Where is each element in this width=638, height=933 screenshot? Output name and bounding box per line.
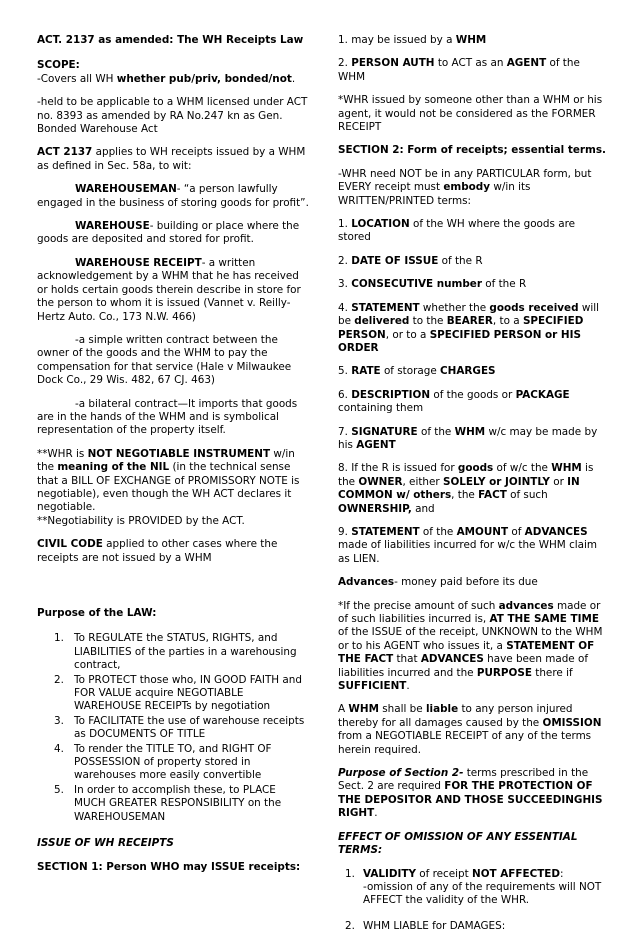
effect-item-2 [338,920,606,933]
wn-a: -WHR need NOT be in any PARTICULAR form, but EVERY receipt must [338,168,591,193]
t8g: , either [402,476,443,488]
nn-a: **WHR is [37,448,88,460]
purpose-list [37,632,309,824]
e1d: : [560,868,564,880]
not-negotiable-paragraph [37,448,309,528]
purpose-item [37,674,309,714]
pd: AT THE SAME TIME [490,613,599,625]
t4d: goods received [489,302,578,314]
pg: that [393,653,421,665]
pa: *If the precise amount of such [338,600,499,612]
term-8 [338,462,606,516]
t6b: DESCRIPTION [351,389,430,401]
la: A [338,703,348,715]
purpose-num: 4. [54,743,64,756]
p2a: Purpose of Section 2- [338,767,463,779]
t6d: PACKAGE [516,389,570,401]
wn-c: w/in its WRITTEN/PRINTED terms: [338,181,530,206]
e1c: NOT AFFECTED [472,868,560,880]
section1-heading: SECTION 1: Person WHO may ISSUE receipts: [37,861,309,874]
term-9 [338,526,606,566]
t8j: IN COMMON w/ others [338,476,580,501]
t4e: will be [338,302,599,327]
e1-sub: -omission of any of the requirements will NOT AFFECT the validity of the WHR. [363,881,601,906]
scope-bold: whether pub/priv, bonded/not [117,73,292,85]
nn-e: (in the technical sense that a BILL OF EXCHANGE of PROMISSORY NOTE is negotiable), even though the WH ACT declares it negotiable. [37,461,299,513]
nn-d: meaning of the NIL [57,461,169,473]
purpose-text: To render the TITLE TO, and RIGHT OF POSSESSION of property stored in warehouses more easily convertible [74,743,272,782]
scope-end: . [292,73,295,85]
purpose-num: 5. [54,784,64,797]
effect-heading: EFFECT OF OMISSION OF ANY ESSENTIAL TERMS: [338,831,606,858]
ph: ADVANCES [421,653,484,665]
t9c: of the [420,526,457,538]
purpose-item [37,784,309,824]
nn-b: NOT NEGOTIABLE INSTRUMENT [88,448,270,460]
lb: WHM [348,703,379,715]
ld: liable [426,703,458,715]
pc: made or of such liabilities incurred is, [338,600,600,625]
p2b: terms prescribed in the Sect. 2 are required [338,767,588,792]
t1b: LOCATION [351,218,409,230]
pe: of the ISSUE of the receipt, UNKNOWN to the WHM or to his AGENT who issues it, a [338,626,602,651]
t5b: RATE [351,365,380,377]
t8n: OWNERSHIP, [338,503,412,515]
t9e: of [508,526,525,538]
act-label: ACT 2137 [37,146,92,158]
warehouse-receipt-def [37,257,309,324]
t7a: 7. [338,426,351,438]
whr-text: - a written acknowledgement by a WHM that he has received or holds certain goods therein describe in store for the person to whom it is issued (Vannet v. Reilly-Hertz Auto. Co., 173 N.W. 466) [37,257,301,323]
p2c: FOR THE PROTECTION OF THE DEPOSITOR AND THOSE SUCCEEDINGHIS RIGHT [338,780,602,819]
t3a: 3. [338,278,351,290]
i1b: WHM [456,34,487,46]
t2c: of the R [438,255,482,267]
t7c: of the [418,426,455,438]
t8b: goods [458,462,493,474]
term-1 [338,218,606,245]
t4i: , to a [493,315,523,327]
t5a: 5. [338,365,351,377]
i2b: PERSON AUTH [351,57,434,69]
t4b: STATEMENT [351,302,419,314]
civil-code-paragraph [37,538,309,565]
t8d: WHM [551,462,582,474]
left-column [37,34,309,884]
purpose-num: 3. [54,715,64,728]
t9a: 9. [338,526,351,538]
i2d: AGENT [507,57,546,69]
t4f: delivered [354,315,409,327]
whr-issued-note: *WHR issued by someone other than a WHM or his agent, it would not be considered as the FORMER RECEIPT [338,94,606,134]
t2b: DATE OF ISSUE [351,255,438,267]
t8o: and [412,503,435,515]
t6a: 6. [338,389,351,401]
purpose-item [37,715,309,742]
act-paragraph [37,146,309,173]
lc: shall be [379,703,426,715]
effect-item-1 [338,868,606,908]
t2a: 2. [338,255,351,267]
t8i: or [550,476,567,488]
issue-heading: ISSUE OF WH RECEIPTS [37,837,309,850]
t1c: of the WH where the goods are stored [338,218,575,243]
pm: . [406,680,409,692]
whm-term: WAREHOUSEMAN [75,183,177,195]
precise-amount-paragraph [338,600,606,694]
purpose-item [37,743,309,783]
purpose-num: 2. [54,674,64,687]
e1a: VALIDITY [363,868,416,880]
whr-need-paragraph [338,168,606,208]
t8e: is the [338,462,593,487]
purpose-item [37,632,309,672]
t4h: BEARER [447,315,493,327]
effect-list [338,868,606,933]
issuer-item-2 [338,57,606,84]
adv-text: - money paid before its due [394,576,538,588]
pb: advances [499,600,554,612]
e2-text: WHM LIABLE for DAMAGES: [363,920,505,932]
t4k: , or to a [386,329,430,341]
warehouseman-def [37,183,309,210]
effect-num-1: 1. [345,868,355,881]
pl: SUFFICIENT [338,680,406,692]
purpose-text: In order to accomplish these, to PLACE MUCH GREATER RESPONSIBILITY on the WAREHOUSEMAN [74,784,281,823]
t8h: SOLELY or JOINTLY [443,476,550,488]
scope-section [37,59,309,86]
t7d: WHM [455,426,486,438]
t6c: of the goods or [430,389,516,401]
doc-title: ACT. 2137 as amended: The WH Receipts Law [37,34,309,47]
pj: PURPOSE [477,667,532,679]
t8k: , the [451,489,478,501]
t1a: 1. [338,218,351,230]
lf: OMISSION [543,717,602,729]
t9g: made of liabilities incurred for w/c the WHM claim as LIEN. [338,539,597,564]
adv-term: Advances [338,576,394,588]
civil-text: applied to other cases where the receipts are not issued by a WHM [37,538,277,563]
pk: there if [532,667,573,679]
t3b: CONSECUTIVE number [351,278,482,290]
t7e: w/c may be made by his [338,426,597,451]
bilateral-paragraph: -a bilateral contract—It imports that goods are in the hands of the WHM and is symbolical representation of the property itself. [37,398,309,438]
simple-contract-paragraph: -a simple written contract between the owner of the goods and the WHM to pay the compensation for that service (Hale v Milwaukee Dock Co., 29 Wis. 482, 67 CJ. 463) [37,334,309,388]
term-6 [338,389,606,416]
t5c: of storage [381,365,440,377]
effect-num-2: 2. [345,920,355,933]
whm-text: - “a person lawfully engaged in the business of storing goods for profit”. [37,183,309,208]
t8a: 8. If the R is issued for [338,462,458,474]
advances-def [338,576,606,589]
t8l: FACT [478,489,507,501]
section2-heading: SECTION 2: Form of receipts; essential terms. [338,144,606,157]
right-column [338,34,606,933]
t5d: CHARGES [440,365,495,377]
purpose-text: To FACILITATE the use of warehouse receipts as DOCUMENTS OF TITLE [74,715,304,740]
purpose-num: 1. [54,632,64,645]
t3c: of the R [482,278,526,290]
t4j: SPECIFIED PERSON [338,315,583,340]
wn-b: embody [443,181,490,193]
t7b: SIGNATURE [351,426,417,438]
pi: have been made of liabilities incurred and the [338,653,588,678]
t8f: OWNER [358,476,402,488]
term-2 [338,255,606,268]
t7f: AGENT [356,439,395,451]
scope-heading: SCOPE: [37,59,80,71]
t4c: whether the [420,302,490,314]
term-7 [338,426,606,453]
t4a: 4. [338,302,351,314]
scope-text: -Covers all WH [37,73,117,85]
term-3 [338,278,606,291]
t4l: SPECIFIED PERSON or HIS ORDER [338,329,581,354]
p2d: . [374,807,377,819]
term-4 [338,302,606,356]
i2a: 2. [338,57,351,69]
e1b: of receipt [416,868,472,880]
t9f: ADVANCES [525,526,588,538]
civil-term: CIVIL CODE [37,538,103,550]
wh-term: WAREHOUSE [75,220,150,232]
pf: STATEMENT OF THE FACT [338,640,594,665]
i1a: 1. may be issued by a [338,34,456,46]
held-paragraph: -held to be applicable to a WHM licensed under ACT no. 8393 as amended by RA No.247 kn as Gen. Bonded Warehouse Act [37,96,309,136]
term-5 [338,365,606,378]
t6e: containing them [338,402,423,414]
t9d: AMOUNT [457,526,508,538]
le: to any person injured thereby for all damages caused by the [338,703,573,728]
i2c: to ACT as an [435,57,507,69]
purpose-text: To PROTECT those who, IN GOOD FAITH and FOR VALUE acquire NEGOTIABLE WAREHOUSE RECEIPTs by negotiation [74,674,302,713]
whr-term: WAREHOUSE RECEIPT [75,257,202,269]
warehouse-def [37,220,309,247]
lg: from a NEGOTIABLE RECEIPT of any of the terms herein required. [338,730,591,755]
t8c: of w/c the [493,462,551,474]
wh-text: - building or place where the goods are deposited and stored for profit. [37,220,299,245]
purpose-heading: Purpose of the LAW: [37,607,309,620]
t9b: STATEMENT [351,526,419,538]
purpose-text: To REGULATE the STATUS, RIGHTS, and LIABILITIES of the parties in a warehousing contract, [74,632,297,671]
t4g: to the [409,315,446,327]
nn-c: w/in the [37,448,295,473]
issuer-item-1 [338,34,606,47]
act-text: applies to WH receipts issued by a WHM as defined in Sec. 58a, to wit: [37,146,305,171]
t8m: of such [507,489,548,501]
purpose2-paragraph [338,767,606,821]
i2e: of the WHM [338,57,580,82]
negotiability-note: **Negotiability is PROVIDED by the ACT. [37,515,245,527]
liable-paragraph [338,703,606,757]
